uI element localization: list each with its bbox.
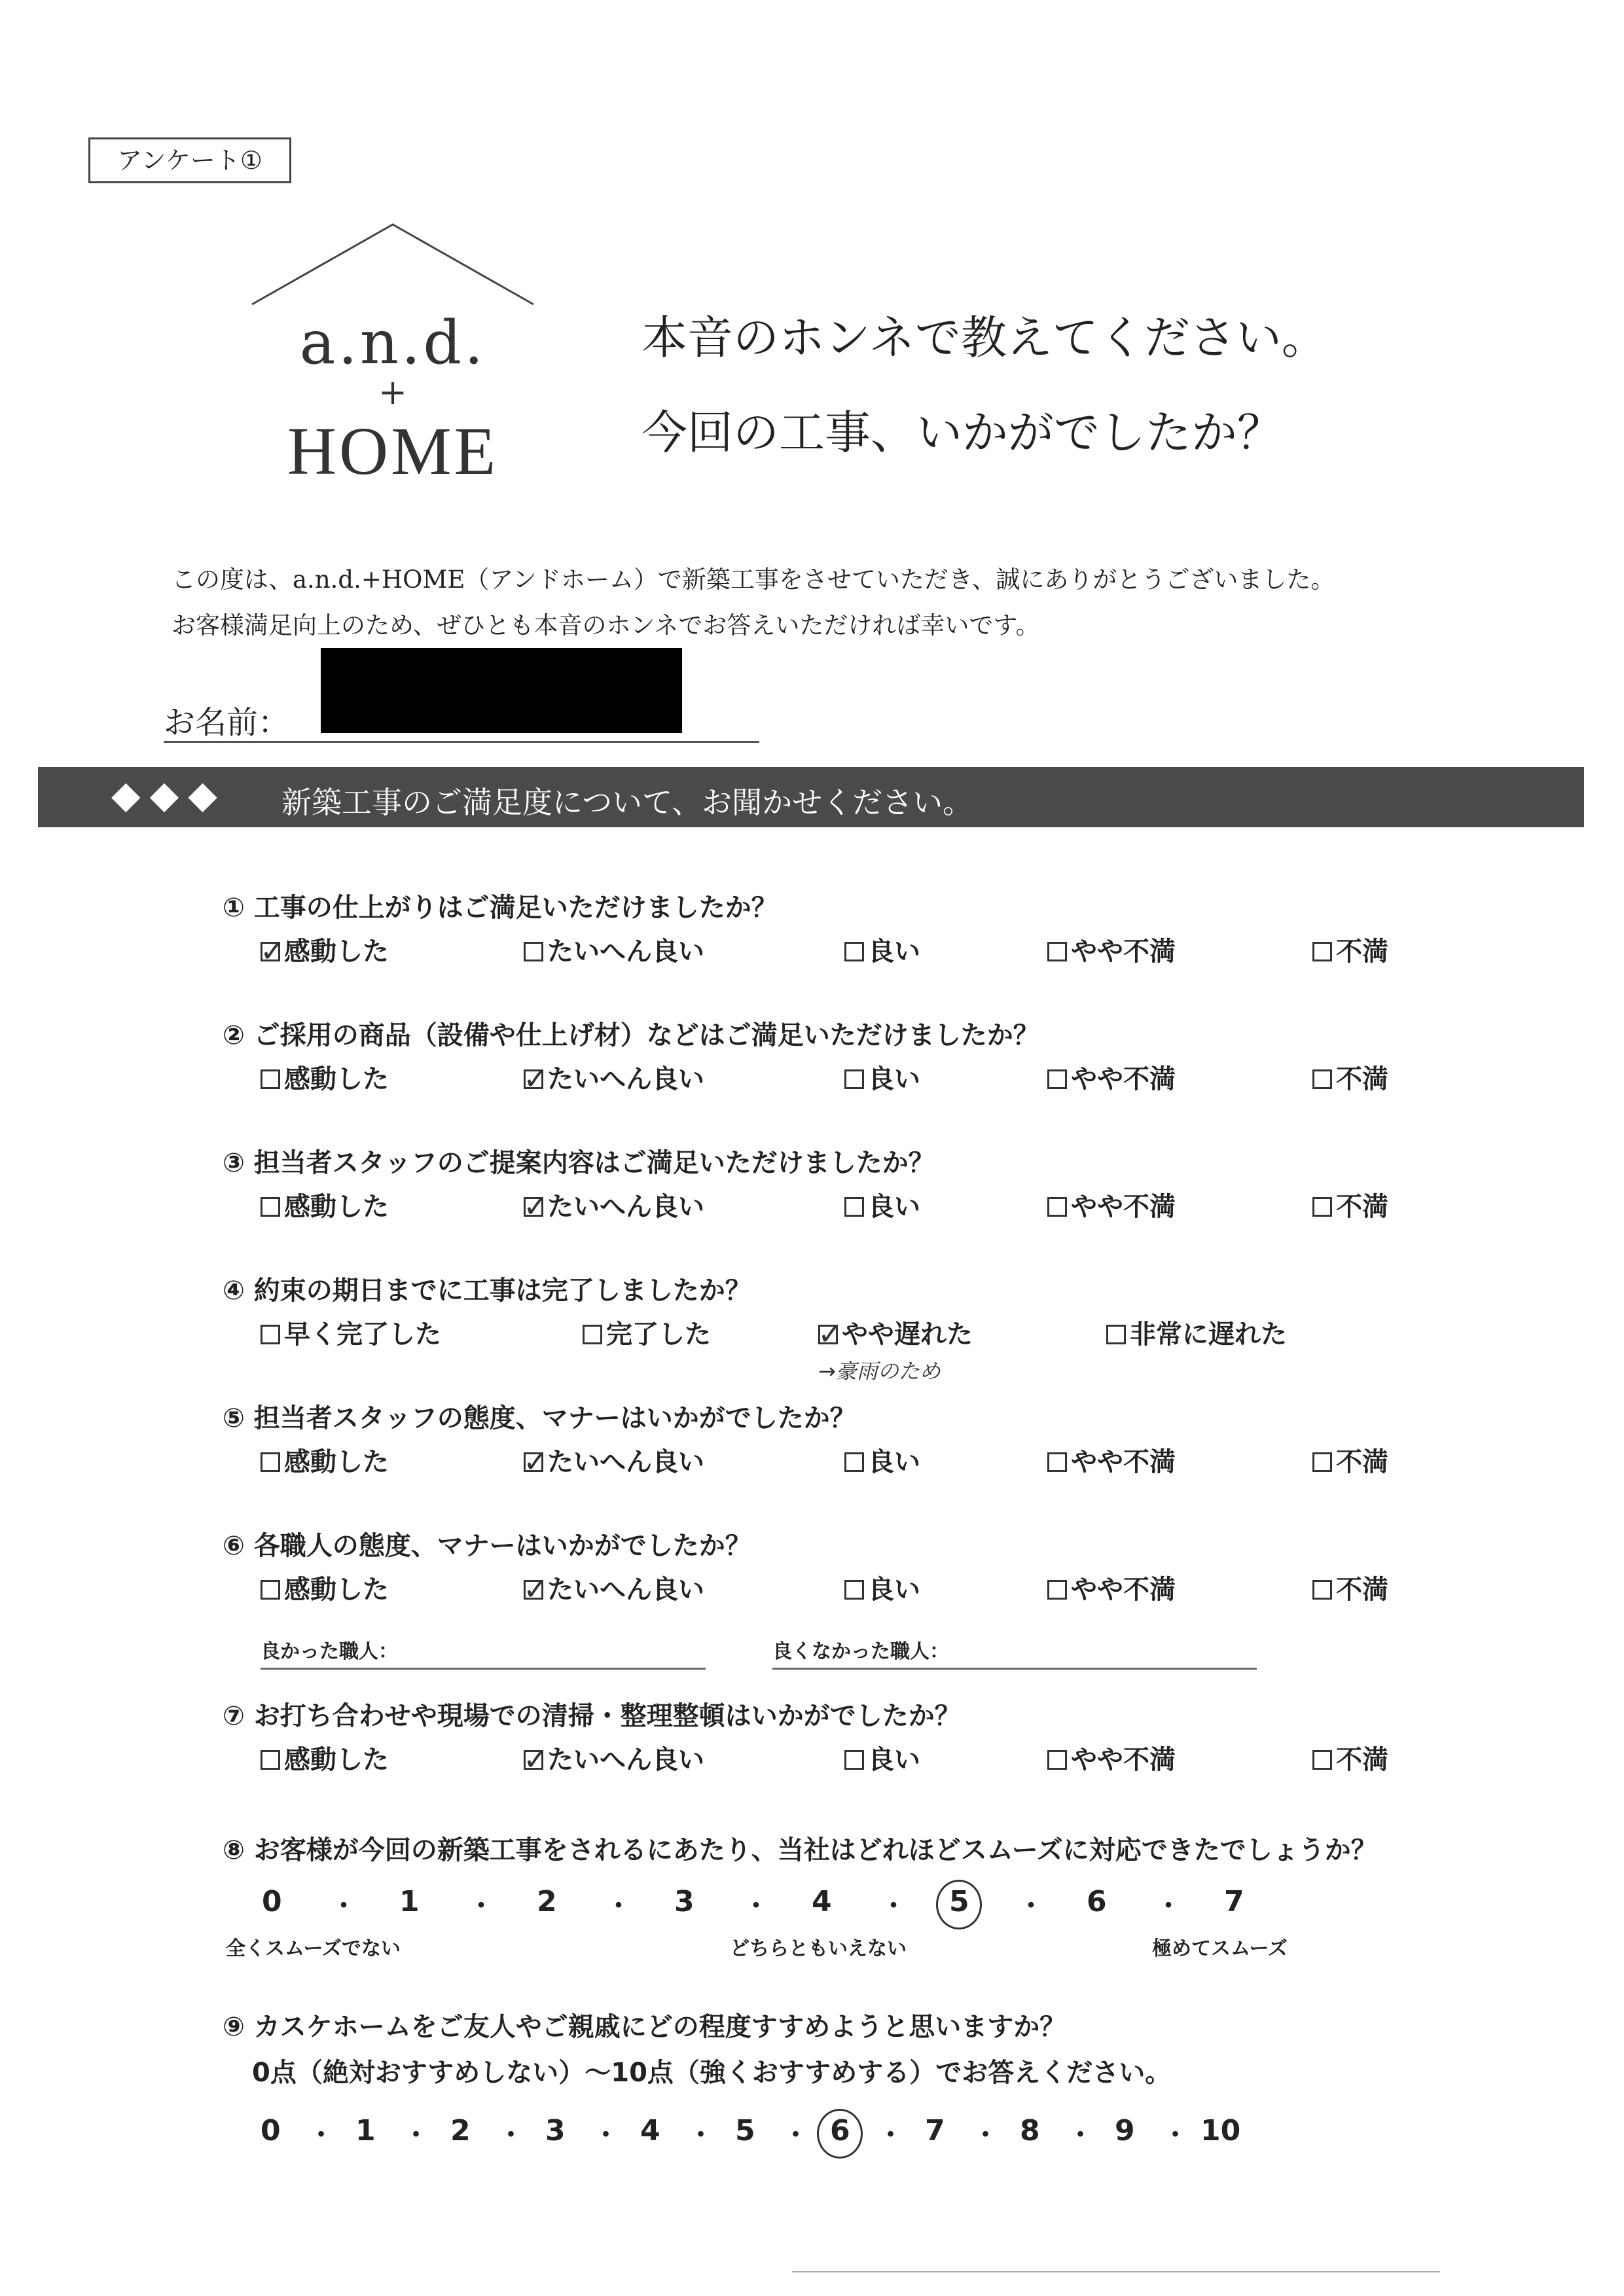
option-label: たいへん良い: [547, 1447, 704, 1477]
q5-option[interactable]: [1047, 1441, 1176, 1479]
checkbox[interactable]: [523, 1444, 549, 1479]
question-3: ③ 担当者スタッフのご提案内容はご満足いただけましたか？: [223, 1148, 935, 1178]
checkbox[interactable]: [1047, 1750, 1067, 1770]
q8-label-high: 極めてスムーズ: [1152, 1937, 1288, 1960]
q8-selected-circle: [936, 1880, 982, 1929]
option-label: 感動した: [284, 937, 389, 967]
q1-option[interactable]: [524, 931, 704, 968]
checkbox[interactable]: [261, 1197, 280, 1217]
q9-value[interactable]: 0: [261, 2114, 281, 2147]
q9-separator: ・: [592, 2120, 619, 2150]
q2-option[interactable]: [844, 1058, 920, 1096]
checkbox[interactable]: [261, 1580, 280, 1600]
option-label: 良い: [868, 1064, 920, 1094]
survey-tag: アンケート①: [88, 137, 291, 183]
checkmark-icon: ✓: [523, 1189, 549, 1224]
option-label: 完了した: [606, 1319, 711, 1350]
q8-separator: ・: [880, 1891, 907, 1921]
intro-line-2: お客様満足向上のため、ぜひとも本音のホンネでお答えいただければ幸いです。: [171, 611, 1040, 639]
checkbox[interactable]: [1312, 1580, 1332, 1600]
option-label: 感動した: [284, 1745, 389, 1775]
checkbox[interactable]: [844, 1580, 864, 1600]
option-label: たいへん良い: [547, 1745, 704, 1775]
checkbox[interactable]: [260, 933, 285, 969]
q3-option[interactable]: [1312, 1186, 1388, 1223]
option-label: 不満: [1336, 1745, 1388, 1775]
q9-separator: ・: [308, 2120, 334, 2150]
q8-value[interactable]: 0: [262, 1885, 282, 1918]
q8-separator: ・: [1018, 1891, 1044, 1921]
q6-option[interactable]: [844, 1569, 920, 1606]
q8-value[interactable]: 7: [1224, 1885, 1244, 1918]
checkbox[interactable]: [844, 942, 864, 961]
q9-value[interactable]: 3: [545, 2114, 566, 2147]
checkbox[interactable]: [818, 1316, 843, 1352]
name-underline: [164, 741, 759, 743]
option-label: 感動した: [284, 1575, 389, 1605]
q8-value[interactable]: 3: [674, 1885, 695, 1918]
q8-value[interactable]: 5: [949, 1885, 969, 1918]
option-label: 不満: [1336, 1064, 1388, 1094]
q7-option[interactable]: [261, 1739, 389, 1776]
checkbox[interactable]: [844, 1069, 864, 1089]
option-label: 不満: [1336, 1575, 1388, 1605]
option-label: たいへん良い: [547, 937, 704, 967]
option-label: たいへん良い: [547, 1575, 704, 1605]
checkbox[interactable]: [261, 1452, 280, 1472]
q1-option[interactable]: [261, 931, 389, 968]
q6-option[interactable]: [1312, 1569, 1388, 1606]
checkbox[interactable]: [1047, 1452, 1067, 1472]
logo-plus: +: [378, 373, 407, 412]
q4-option[interactable]: [583, 1314, 711, 1351]
q4-option[interactable]: [818, 1314, 973, 1351]
option-label: やや不満: [1071, 1575, 1176, 1605]
q8-separator: ・: [468, 1891, 494, 1921]
logo-home: HOME: [287, 414, 499, 489]
q9-value[interactable]: 10: [1200, 2114, 1241, 2147]
headline-line-2: 今回の工事、いかがでしたか？: [641, 406, 1283, 459]
q9-value[interactable]: 4: [640, 2114, 660, 2147]
checkmark-icon: ✓: [260, 933, 285, 969]
q2-option[interactable]: [1312, 1058, 1388, 1096]
q8-label-mid: どちらともいえない: [730, 1937, 907, 1960]
checkbox[interactable]: [844, 1197, 864, 1217]
name-label: お名前：: [164, 704, 290, 741]
checkbox[interactable]: [1312, 1197, 1332, 1217]
checkbox[interactable]: [1047, 1197, 1067, 1217]
q9-separator: ・: [1067, 2120, 1094, 2150]
option-label: 早く完了した: [284, 1319, 441, 1350]
question-2: ② ご採用の商品（設備や仕上げ材）などはご満足いただけましたか？: [223, 1020, 1039, 1050]
checkmark-icon: ✓: [818, 1316, 843, 1352]
checkbox[interactable]: [523, 1189, 549, 1224]
checkbox[interactable]: [523, 1571, 549, 1607]
q5-option[interactable]: [524, 1441, 704, 1479]
q1-option[interactable]: [844, 931, 920, 968]
checkbox[interactable]: [523, 1742, 549, 1777]
q4-option[interactable]: [1106, 1314, 1287, 1351]
question-6: ⑥ 各職人の態度、マナーはいかがでしたか？: [223, 1531, 751, 1561]
q9-separator: ・: [1162, 2120, 1189, 2150]
question-9-sub: 0点（絶対おすすめしない）～10点（強くおすすめする）でお答えください。: [252, 2058, 1172, 2088]
q9-separator: ・: [687, 2120, 714, 2150]
option-label: 不満: [1336, 1447, 1388, 1477]
option-label: 良い: [868, 937, 920, 967]
checkbox[interactable]: [261, 1069, 280, 1089]
q9-separator: ・: [782, 2120, 809, 2150]
option-label: 良い: [868, 1447, 920, 1477]
checkbox[interactable]: [524, 942, 543, 961]
option-label: 良い: [868, 1192, 920, 1222]
q8-separator: ・: [743, 1891, 769, 1921]
q3-option[interactable]: [1047, 1186, 1176, 1223]
q8-value[interactable]: 6: [1087, 1885, 1107, 1918]
bottom-rule: [792, 2271, 1440, 2272]
option-label: やや不満: [1071, 1447, 1176, 1477]
option-label: やや不満: [1071, 1192, 1176, 1222]
q9-separator: ・: [403, 2120, 429, 2150]
option-label: 非常に遅れた: [1130, 1319, 1287, 1350]
q9-value[interactable]: 6: [830, 2114, 850, 2147]
q9-value[interactable]: 9: [1115, 2114, 1135, 2147]
logo-roof-icon: [249, 219, 537, 311]
question-1: ① 工事の仕上がりはご満足いただけましたか？: [223, 893, 778, 923]
checkbox[interactable]: [1312, 1452, 1332, 1472]
q3-option[interactable]: [261, 1186, 389, 1223]
name-redacted-field: [321, 648, 682, 733]
q6-option[interactable]: [524, 1569, 704, 1606]
q8-label-low: 全くスムーズでない: [226, 1937, 401, 1960]
q3-option[interactable]: [524, 1186, 704, 1223]
option-label: 感動した: [284, 1192, 389, 1222]
option-label: たいへん良い: [547, 1192, 704, 1222]
question-8: ⑧ お客様が今回の新築工事をされるにあたり、当社はどれほどスムーズに対応できたでしょうか？: [223, 1835, 1377, 1865]
q1-option[interactable]: [1047, 931, 1176, 968]
q2-option[interactable]: [524, 1058, 704, 1096]
q5-option[interactable]: [844, 1441, 920, 1479]
checkmark-icon: ✓: [523, 1742, 549, 1777]
q8-value[interactable]: 2: [537, 1885, 557, 1918]
option-label: 感動した: [284, 1447, 389, 1477]
q6-option[interactable]: [261, 1569, 389, 1606]
q9-separator: ・: [877, 2120, 904, 2150]
intro-line-1: この度は、a.n.d.+HOME（アンドホーム）で新築工事をさせていただき、誠にありがとうございました。: [171, 565, 1335, 594]
q5-option[interactable]: [261, 1441, 389, 1479]
q1-option[interactable]: [1312, 931, 1388, 968]
q7-option[interactable]: [1312, 1739, 1388, 1776]
q7-option[interactable]: [844, 1739, 920, 1776]
question-5: ⑤ 担当者スタッフの態度、マナーはいかがでしたか？: [223, 1403, 856, 1433]
option-label: 不満: [1336, 937, 1388, 967]
option-label: 不満: [1336, 1192, 1388, 1222]
q8-separator: ・: [605, 1891, 632, 1921]
checkbox[interactable]: [844, 1452, 864, 1472]
checkbox[interactable]: [523, 1061, 549, 1096]
q3-option[interactable]: [844, 1186, 920, 1223]
diamond-icon: ◆◆◆: [111, 772, 226, 817]
q8-separator: ・: [1155, 1891, 1182, 1921]
question-4: ④ 約束の期日までに工事は完了しましたか？: [223, 1276, 751, 1306]
checkbox[interactable]: [261, 1750, 280, 1770]
checkbox[interactable]: [1047, 1580, 1067, 1600]
q9-value[interactable]: 1: [355, 2114, 376, 2147]
q7-option[interactable]: [1047, 1739, 1176, 1776]
option-label: やや不満: [1071, 1745, 1176, 1775]
section-title: 新築工事のご満足度について、お聞かせください。: [281, 785, 973, 820]
q8-value[interactable]: 1: [399, 1885, 420, 1918]
q9-selected-circle: [817, 2109, 863, 2159]
q9-value[interactable]: 7: [925, 2114, 945, 2147]
bad-craftsman-field[interactable]: [772, 1668, 1257, 1670]
q4-option[interactable]: [261, 1314, 441, 1351]
q7-option[interactable]: [524, 1739, 704, 1776]
checkbox[interactable]: [1047, 1069, 1067, 1089]
checkmark-icon: ✓: [523, 1571, 549, 1607]
q8-value[interactable]: 4: [812, 1885, 832, 1918]
question-7: ⑦ お打ち合わせや現場での清掃・整理整頓はいかがでしたか？: [223, 1701, 961, 1731]
q9-value[interactable]: 5: [735, 2114, 755, 2147]
good-craftsman-field[interactable]: [261, 1668, 706, 1670]
checkbox[interactable]: [583, 1325, 602, 1344]
handwritten-note: →豪雨のため: [818, 1359, 941, 1384]
q9-value[interactable]: 8: [1020, 2114, 1040, 2147]
q8-separator: ・: [331, 1891, 357, 1921]
checkbox[interactable]: [1312, 1069, 1332, 1089]
checkmark-icon: ✓: [523, 1444, 549, 1479]
q5-option[interactable]: [1312, 1441, 1388, 1479]
bad-craftsman-label: 良くなかった職人：: [772, 1640, 949, 1663]
option-label: やや不満: [1071, 937, 1176, 967]
question-9: ⑨ カスケホームをご友人やご親戚にどの程度すすめようと思いますか？: [223, 2012, 1066, 2042]
q9-separator: ・: [972, 2120, 999, 2150]
q9-value[interactable]: 2: [450, 2114, 471, 2147]
checkbox[interactable]: [844, 1750, 864, 1770]
option-label: 良い: [868, 1745, 920, 1775]
option-label: たいへん良い: [547, 1064, 704, 1094]
checkmark-icon: ✓: [523, 1061, 549, 1096]
q6-option[interactable]: [1047, 1569, 1176, 1606]
option-label: 感動した: [284, 1064, 389, 1094]
headline-line-1: 本音のホンネで教えてください。: [641, 311, 1327, 365]
checkbox[interactable]: [1047, 942, 1067, 961]
q9-separator: ・: [497, 2120, 524, 2150]
q2-option[interactable]: [261, 1058, 389, 1096]
q2-option[interactable]: [1047, 1058, 1176, 1096]
checkbox[interactable]: [1312, 942, 1332, 961]
option-label: 良い: [868, 1575, 920, 1605]
logo-and: a.n.d.: [299, 308, 486, 378]
checkbox[interactable]: [261, 1325, 280, 1344]
good-craftsman-label: 良かった職人：: [261, 1640, 398, 1663]
option-label: やや不満: [1071, 1064, 1176, 1094]
option-label: やや遅れた: [842, 1319, 973, 1350]
checkbox[interactable]: [1106, 1325, 1126, 1344]
checkbox[interactable]: [1312, 1750, 1332, 1770]
